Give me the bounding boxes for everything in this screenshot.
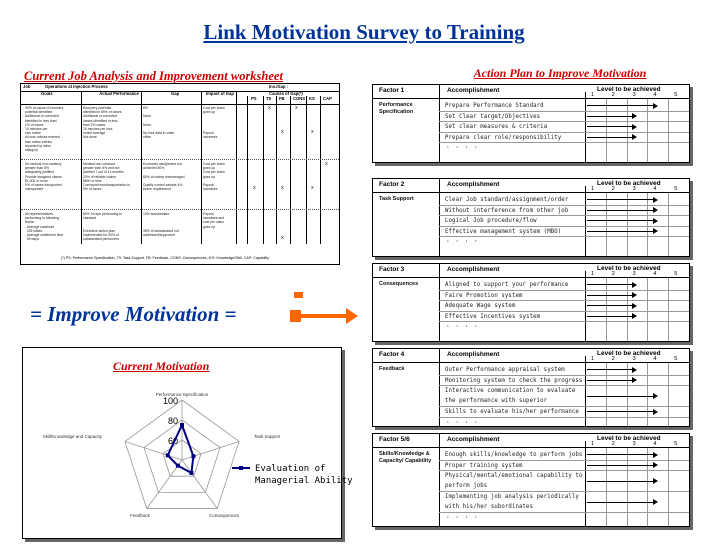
worksheet-cell: - All medical non-variancy greater than 5% adequately justified - Provide assigned claims $1,000 or more - 0% of cases transported uninspected xyxy=(23,162,62,192)
level-arrow xyxy=(587,411,656,412)
factor-category: Feedback xyxy=(379,366,405,372)
cause-mark: X xyxy=(268,105,271,110)
worksheet-header: Actual Performance xyxy=(99,91,139,96)
level-arrow xyxy=(587,199,656,200)
scale-number: 3 xyxy=(632,186,636,192)
worksheet-cell: Recovery potential identified in 89% of cases Additional or corrected losses identified in less than 2% cases 15 minutes per loss notice average Not done xyxy=(83,106,122,140)
scale-number: 1 xyxy=(591,271,595,277)
factor-divider xyxy=(585,92,586,162)
accomplishment-item: Enough skills/knowledge to perform jobs xyxy=(445,452,583,458)
level-arrow xyxy=(587,116,635,117)
scale-number: 4 xyxy=(653,271,657,277)
worksheet-cell: Payout increases and cost per claim goes up xyxy=(203,212,225,229)
accomplishment-item: Without interference from other job xyxy=(445,207,569,214)
factor-label: Factor 4 xyxy=(379,351,405,358)
job-label: Job xyxy=(23,84,31,89)
level-header: Level to be achieved xyxy=(597,86,661,93)
accomplishment-item: ・ ・ ・ ・ xyxy=(445,419,479,426)
radar-axis-label: Consequences xyxy=(208,513,240,518)
level-header: Level to be achieved xyxy=(597,265,661,272)
worksheet-table xyxy=(20,83,340,265)
accomplishment-item: Clear Job standard/assignment/order xyxy=(445,197,569,203)
worksheet-divider xyxy=(290,96,291,244)
factor-box xyxy=(372,263,690,342)
level-arrow xyxy=(587,380,635,381)
cause-mark: X xyxy=(281,129,284,134)
level-arrow xyxy=(587,210,656,211)
worksheet-divider xyxy=(263,96,264,244)
level-arrow xyxy=(587,126,635,127)
accomplishment-item: Prepare clear role/responsibility xyxy=(445,134,562,141)
radar-axis-label: Task Support xyxy=(254,434,281,439)
scale-number: 2 xyxy=(611,186,615,192)
accomplishment-item: Prepare Performance Standard xyxy=(445,103,544,109)
cause-column-header: KS xyxy=(309,96,315,101)
cause-column-header: CONS xyxy=(293,96,306,101)
accomplishment-item: ・ ・ ・ ・ xyxy=(445,145,479,151)
scale-number: 4 xyxy=(653,356,657,362)
radar-chart xyxy=(22,380,353,537)
radar-axis-label: Skill/Knowledge and Capacity xyxy=(42,434,102,439)
page-title: Link Motivation Survey to Training xyxy=(203,20,525,44)
worksheet-cell: 8% None None No loss data in claim office xyxy=(143,106,175,140)
scale-number: 2 xyxy=(611,441,615,447)
cause-column-header: PS xyxy=(251,96,257,101)
radar-axis-label: Feedback xyxy=(130,513,150,518)
accomplishment-item: ・ ・ ・ ・ xyxy=(445,515,479,521)
level-arrow xyxy=(587,396,656,397)
scale-number: 3 xyxy=(632,271,636,277)
level-arrow xyxy=(587,316,635,317)
accomplishment-header: Accomplishment xyxy=(447,436,500,443)
scale-divider xyxy=(647,99,648,162)
accomplishment-item: Physical/mental/emotional capability to perform jobs xyxy=(445,473,583,489)
scale-divider xyxy=(668,278,669,341)
scale-number: 5 xyxy=(674,186,678,192)
worksheet-divider xyxy=(306,96,307,244)
level-scale xyxy=(585,356,689,364)
cause-column-header: FB xyxy=(279,96,285,101)
factor-label: Factor 2 xyxy=(379,181,405,188)
worksheet-footnote: (*) PS: Performance Specification, TS: Task Support, FB: Feedback, CONS: Consequences, K/S: Knowledge/Skill, CAP: Capability xyxy=(61,255,269,260)
improve-motivation-label: = Improve Motivation = xyxy=(30,302,237,326)
factor-label: Factor 3 xyxy=(379,266,405,273)
level-arrow xyxy=(587,220,656,221)
scale-divider xyxy=(668,193,669,256)
scale-number: 1 xyxy=(591,356,595,362)
radar-point xyxy=(176,464,180,468)
factor-category: Skills/Knowledge & Capacity/ Capability xyxy=(379,451,432,464)
scale-number: 5 xyxy=(674,441,678,447)
accomplishment-header: Accomplishment xyxy=(447,266,500,273)
factor-header xyxy=(373,434,689,448)
factor-divider xyxy=(439,85,440,162)
legend-label: Evaluation of xyxy=(255,464,326,474)
scale-divider xyxy=(606,99,607,162)
level-arrow xyxy=(587,465,656,466)
radar-point xyxy=(166,453,170,457)
accomplishment-item: Effective Incentives system xyxy=(445,313,541,320)
scale-number: 2 xyxy=(611,92,615,98)
cause-mark: X xyxy=(311,129,314,134)
scale-number: 4 xyxy=(653,186,657,192)
scale-divider xyxy=(606,278,607,341)
scale-divider xyxy=(606,193,607,256)
worksheet-header: Gap xyxy=(171,91,180,96)
scale-divider xyxy=(627,99,628,162)
level-header: Level to be achieved xyxy=(597,350,661,357)
level-arrow xyxy=(587,454,656,455)
factor-box xyxy=(372,433,690,527)
accomplishment-item: Monitoring system to check the progress xyxy=(445,377,583,384)
level-header: Level to be achieved xyxy=(597,180,661,187)
scale-divider xyxy=(668,99,669,162)
factor-divider xyxy=(439,349,440,426)
worksheet-cell: Economic assignment not achieved 50% 80% of claims mismanaged Quality control sample 4% below requirement xyxy=(143,162,185,192)
level-header: Level to be achieved xyxy=(597,435,661,442)
worksheet-header: Causes of Gap(*) xyxy=(269,91,303,96)
operation-label: Operations at Injection Process xyxy=(45,84,108,89)
level-arrow xyxy=(587,369,635,370)
worksheet-divider xyxy=(81,91,82,244)
scale-number: 3 xyxy=(632,92,636,98)
scale-divider xyxy=(647,193,648,256)
scale-divider xyxy=(627,278,628,341)
accomplishment-item: Set Clear target/Objectives xyxy=(445,113,541,120)
radar-tick-label: 60 xyxy=(167,436,178,446)
factor-category: Task Support xyxy=(379,196,414,202)
chart-title: Current Motivation xyxy=(113,359,210,373)
worksheet-header: Impact of Gap xyxy=(206,91,234,96)
level-arrow xyxy=(587,284,635,285)
scale-number: 4 xyxy=(653,441,657,447)
cause-mark: X xyxy=(325,161,328,166)
action-plan-title: Action Plan to Improve Motivation xyxy=(473,66,647,80)
level-arrow xyxy=(587,502,656,503)
level-arrow xyxy=(587,105,656,106)
accomplishment-item: Implementing job analysis periodically with his/her subordinates xyxy=(445,494,579,510)
factor-header xyxy=(373,85,689,99)
factor-divider xyxy=(439,264,440,341)
accomplishment-item: ・ ・ ・ ・ xyxy=(445,324,479,330)
level-scale xyxy=(585,271,689,279)
accomplishment-item: Effective management system (MBO) xyxy=(445,228,562,235)
accomplishment-item: Faire Promotion system xyxy=(445,292,523,299)
accomplishment-item: Aligned to support your performance xyxy=(445,282,569,288)
level-scale xyxy=(585,441,689,449)
factor-box xyxy=(372,178,690,257)
ins-gap-label: Ins./Gap : xyxy=(269,84,289,89)
factor-category: Consequences xyxy=(379,281,419,287)
scale-number: 2 xyxy=(611,356,615,362)
worksheet-cell: 15% substandard 35% of substandard not addressed/supported xyxy=(143,212,179,238)
accomplishment-item: Logical Job procedure/flow xyxy=(445,218,537,224)
worksheet-cell: 80% of reps performing to standard Executive action plan implemented for 50% of substandard performers xyxy=(83,212,123,242)
accomplishment-item: Interactive communication to evaluate the performance with superior xyxy=(445,388,576,404)
scale-divider xyxy=(627,193,628,256)
worksheet-title: Current Job Analysis and Improvement worksheet xyxy=(24,69,283,83)
radar-series-line xyxy=(168,425,194,473)
factor-header xyxy=(373,179,689,193)
worksheet-divider xyxy=(141,91,142,244)
worksheet-row-divider xyxy=(21,159,339,160)
accomplishment-item: Set clear measures & criteria xyxy=(445,124,548,130)
worksheet-divider xyxy=(247,96,248,244)
scale-number: 3 xyxy=(632,356,636,362)
scale-number: 4 xyxy=(653,92,657,98)
radar-point xyxy=(189,471,193,475)
radar-tick-label: 80 xyxy=(167,416,178,426)
worksheet-cell: Cost per claim goes up Cost per claim goes up Payout increases xyxy=(203,162,225,192)
legend-swatch-point xyxy=(239,466,243,470)
level-arrow xyxy=(587,137,635,138)
cause-mark: X xyxy=(281,235,284,240)
radar-point xyxy=(191,454,195,458)
scale-number: 2 xyxy=(611,271,615,277)
level-arrow xyxy=(587,295,635,296)
worksheet-line xyxy=(21,104,339,105)
worksheet-divider xyxy=(320,96,321,244)
factor-header xyxy=(373,349,689,363)
factor-divider xyxy=(585,271,586,341)
scale-number: 3 xyxy=(632,441,636,447)
accomplishment-header: Accomplishment xyxy=(447,351,500,358)
scale-number: 1 xyxy=(591,186,595,192)
cause-mark: X xyxy=(281,185,284,190)
accomplishment-item: ・ ・ ・ ・ xyxy=(445,239,479,245)
accomplishment-item: Skills to evaluate his/her performance xyxy=(445,409,579,415)
factor-box xyxy=(372,348,690,427)
worksheet-cell: - 90% of cause of recovery potential identified - Additional or corrected identified in less than 1% of cases - 10 minutes per loss notice - All loss notices entered loss notice entries reported by claim category xyxy=(23,106,64,153)
legend-label: Managerial Ability xyxy=(255,476,353,486)
factor-header xyxy=(373,264,689,278)
radar-tick-label: 100 xyxy=(162,396,178,406)
worksheet-row-divider xyxy=(21,209,339,210)
accomplishment-header: Accomplishment xyxy=(447,181,500,188)
factor-divider xyxy=(439,179,440,256)
factor-label: Factor 1 xyxy=(379,87,405,94)
scale-number: 1 xyxy=(591,441,595,447)
worksheet-cell: - All representatives performing to following levels: - Average caseload 225 cases - Average settlement time 59 days xyxy=(23,212,64,242)
factor-category: Performance Specification xyxy=(379,102,414,115)
cause-mark: X xyxy=(311,185,314,190)
radar-point xyxy=(180,423,184,427)
factor-label: Factor 5/6 xyxy=(379,436,410,443)
worksheet-divider xyxy=(276,96,277,244)
accomplishment-item: Adequate Wage system xyxy=(445,303,516,309)
accomplishment-item: Proper training system xyxy=(445,462,523,469)
scale-number: 5 xyxy=(674,356,678,362)
factor-divider xyxy=(585,186,586,256)
accomplishment-header: Accomplishment xyxy=(447,87,500,94)
factor-divider xyxy=(585,356,586,426)
cause-mark: X xyxy=(295,105,298,110)
factor-divider xyxy=(585,441,586,526)
level-arrow xyxy=(587,481,656,482)
worksheet-header: Goals xyxy=(41,91,53,96)
radar-axis-label: Performance Specification xyxy=(155,392,209,397)
worksheet-divider xyxy=(201,91,202,244)
level-scale xyxy=(585,186,689,194)
radar-spoke xyxy=(182,460,217,509)
factor-box xyxy=(372,84,690,163)
level-arrow xyxy=(587,231,656,232)
scale-number: 5 xyxy=(674,271,678,277)
cause-mark: X xyxy=(253,185,256,190)
worksheet-cell: Medical non-variance greater than 5% and not justified 7 out of 14 months 20% of reliable claims $800 or less Conveyor/nonstransportation in 5% of cases xyxy=(83,162,131,192)
scale-number: 5 xyxy=(674,92,678,98)
scale-divider xyxy=(647,278,648,341)
worksheet-cell: Cost per claim goes up Payout increases xyxy=(203,106,225,140)
level-arrow xyxy=(587,305,635,306)
cause-column-header: TS xyxy=(266,96,272,101)
level-scale xyxy=(585,92,689,100)
right-arrow-icon xyxy=(280,288,375,328)
accomplishment-item: Outer Performance appraisal system xyxy=(445,367,565,373)
scale-number: 1 xyxy=(591,92,595,98)
cause-column-header: CAP xyxy=(323,96,332,101)
